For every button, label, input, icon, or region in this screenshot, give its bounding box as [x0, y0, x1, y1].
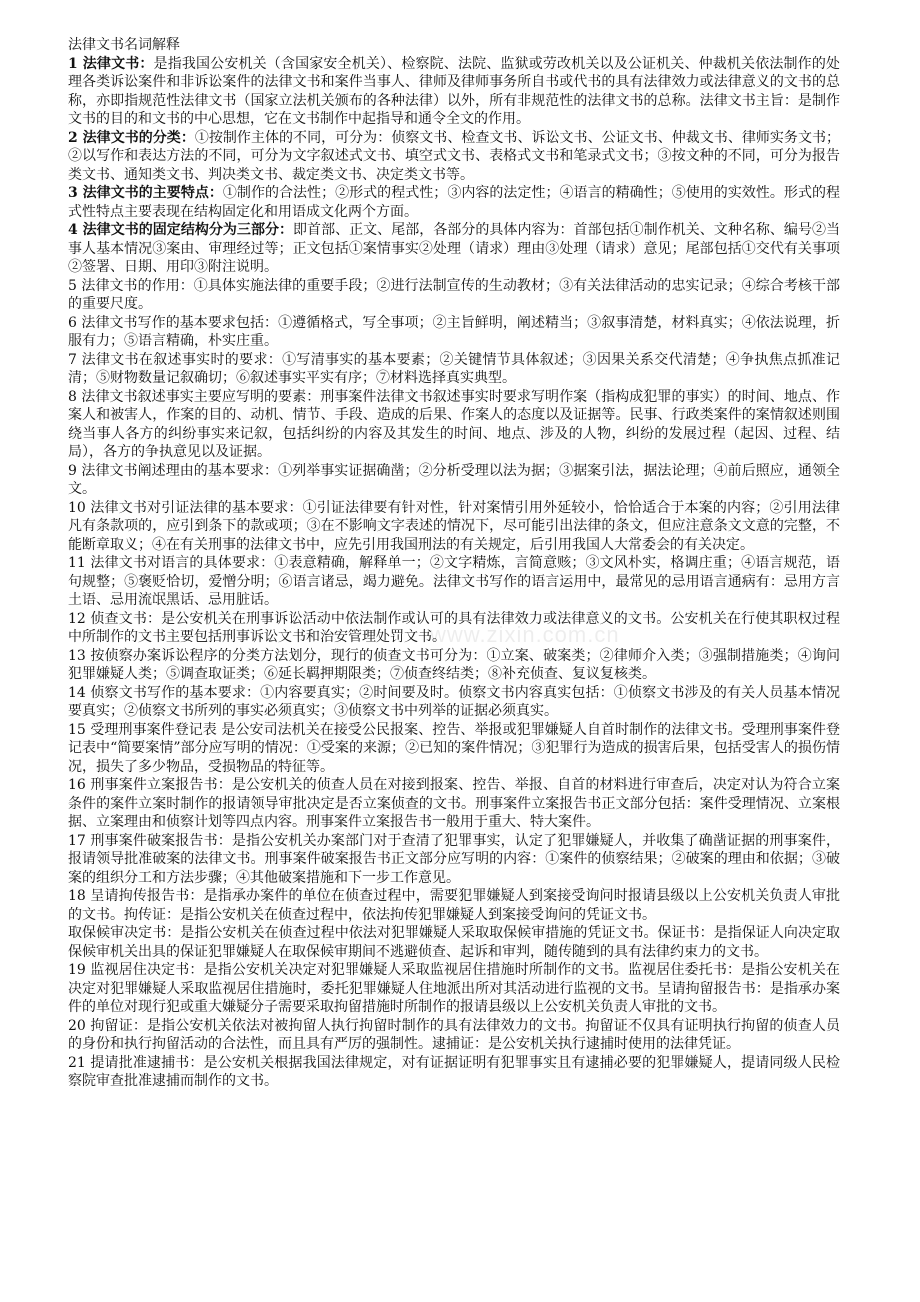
paragraph-text: 19 监视居住决定书：是指公安机关决定对犯罪嫌疑人采取监视居住措施时所制作的文书。监视居住委托书：是指公安机关在决定对犯罪嫌疑人采取监视居住措施时，委托犯罪嫌疑人住地派出所对其活动进行监视的文书。呈请拘留报告书：是指承办案件的单位对现行犯或重大嫌疑分子需要采取拘留措施时所制作的报请县级以上公安机关负责人审批的文书。	[68, 962, 840, 1015]
paragraph-text: 7 法律文书在叙述事实时的要求：①写清事实的基本要素；②关键情节具体叙述；③因果关系交代清楚；④争执焦点抓准记清；⑤财物数量记叙确切；⑥叙述事实平实有序；⑦材料选择真实典型。	[68, 351, 840, 386]
paragraph	[68, 351, 840, 388]
paragraph	[68, 887, 840, 924]
paragraph	[68, 129, 840, 185]
document-title: 法律文书名词解释	[68, 37, 180, 53]
paragraph-text: ①按制作主体的不同，可分为：侦察文书、检查文书、诉讼文书、公证文书、仲裁文书、律师实务文书；②以写作和表达方法的不同，可分为文字叙述式文书、填空式文书、表格式文书和笔录式文书；③按文种的不同，可分为报告类文书、通知类文书、判决类文书、裁定类文书、决定类文书等。	[68, 129, 841, 183]
paragraph	[68, 184, 840, 221]
paragraph-text: 11 法律文书对语言的具体要求：①表意精确，解释单一；②文字精炼，言简意赅；③文风朴实，格调庄重；④语言规范，语句规整；⑤褒贬恰切，爱憎分明；⑥语言诸忌，竭力避免。法律文书写作的语言运用中，最常见的忌用语言通病有：忌用方言土语、忌用流氓黑话、忌用脏话。	[68, 555, 840, 608]
paragraph	[68, 388, 840, 462]
paragraph-text: 取保候审决定书：是指公安机关在侦查过程中依法对犯罪嫌疑人采取取保候审措施的凭证文书。保证书：是指保证人向决定取保候审机关出具的保证犯罪嫌疑人在取保候审期间不逃避侦查、起诉和审判，随传随到的具有法律约束力的文书。	[68, 925, 840, 960]
paragraph-text: 14 侦察文书写作的基本要求：①内容要真实；②时间要及时。侦察文书内容真实包括：①侦察文书涉及的有关人员基本情况要真实；②侦察文书所列的事实必须真实；③侦察文书中列举的证据必须真实。	[68, 684, 840, 719]
paragraph	[68, 832, 840, 888]
paragraph-text: 20 拘留证：是指公安机关依法对被拘留人执行拘留时制作的具有法律效力的文书。拘留证不仅具有证明执行拘留的侦查人员的身份和执行拘留活动的合法性，而且具有严厉的强制性。逮捕证：是公安机关执行逮捕时使用的法律凭证。	[68, 1017, 840, 1052]
paragraph-text: 即首部、正文、尾部，各部分的具体内容为：首部包括①制作机关、文种名称、编号②当事人基本情况③案由、审理经过等；正文包括①案情事实②处理（请求）理由③处理（请求）意见；尾部包括①交代有关事项②签署、日期、用印③附注说明。	[68, 222, 840, 275]
paragraph-lead: 3 法律文书的主要特点：	[68, 185, 223, 201]
paragraph	[68, 1017, 840, 1054]
paragraph	[68, 314, 840, 351]
watermark: www.zixin.com.cn	[430, 622, 620, 647]
paragraph-text: 16 刑事案件立案报告书：是公安机关的侦查人员在对接到报案、控告、举报、自首的材料进行审查后，决定对认为符合立案条件的案件立案时制作的报请领导审批决定是否立案侦查的文书。刑事案件立案报告书正文部分包括：案件受理情况、立案根据、立案理由和侦察计划等四点内容。刑事案件立案报告书一般用于重大、特大案件。	[68, 777, 840, 830]
paragraph	[68, 277, 840, 314]
paragraph	[68, 554, 840, 610]
paragraph-lead: 4 法律文书的固定结构分为三部分：	[68, 222, 294, 238]
paragraph	[68, 684, 840, 721]
paragraph-text: 8 法律文书叙述事实主要应写明的要素：刑事案件法律文书叙述事实时要求写明作案（指构成犯罪的事实）的时间、地点、作案人和被害人，作案的目的、动机、情节、手段、造成的后果、作案人的态度以及证据等。民事、行政类案件的案情叙述则围绕当事人各方的纠纷事实来记叙，包括纠纷的内容及其发生的时间、地点、涉及的人物，纠纷的发展过程（起因、过程、结局），各方的争执意见以及证据。	[68, 388, 840, 460]
paragraph-lead: 1 法律文书：	[68, 55, 154, 72]
paragraph-text: 15 受理刑事案件登记表 是公安司法机关在接受公民报案、控告、举报或犯罪嫌疑人自首时制作的法律文书。受理刑事案件登记表中“简要案情”部分应写明的情况：①受案的来源；②已知的案件情况；③犯罪行为造成的损害后果，包括受害人的损伤情况，损失了多少物品，受损物品的特征等。	[68, 721, 840, 775]
paragraph-text: 5 法律文书的作用：①具体实施法律的重要手段；②进行法制宣传的生动教材；③有关法律活动的忠实记录；④综合考核干部的重要尺度。	[68, 277, 840, 312]
paragraph	[68, 647, 840, 684]
paragraph	[68, 924, 840, 961]
paragraph	[68, 776, 840, 832]
paragraph-text: 12 侦查文书：是公安机关在刑事诉讼活动中依法制作或认可的具有法律效力或法律意义的文书。公安机关在行使其职权过程中所制作的文书主要包括刑事诉讼文书和治安管理处罚文书。	[68, 610, 840, 645]
paragraph	[68, 610, 840, 647]
paragraph-text: 17 刑事案件破案报告书：是指公安机关办案部门对于查清了犯罪事实，认定了犯罪嫌疑人，并收集了确凿证据的刑事案件，报请领导批准破案的法律文书。刑事案件破案报告书正文部分应写明的内容：①案件的侦察结果；②破案的理由和依据；③破案的组织分工和方法步骤；④其他破案措施和下一步工作意见。	[68, 832, 840, 886]
paragraph-lead: 2 法律文书的分类：	[68, 129, 195, 146]
paragraph-text: 是指我国公安机关（含国家安全机关）、检察院、法院、监狱或劳改机关以及公证机关、仲裁机关依法制作的处理各类诉讼案件和非诉讼案件的法律文书和案件当事人、律师及律师事务所自书或代书的具有法律效力或法律意义的文书的总称，亦即指规范性法律文书（国家立法机关颁布的各种法律）以外，所有非规范性的法律文书的总称。法律文书主旨：是制作文书的目的和文书的中心思想，它在文书制作中起指导和通令全文的作用。	[68, 55, 840, 127]
paragraph	[68, 55, 840, 129]
paragraph-text: 6 法律文书写作的基本要求包括：①遵循格式，写全事项；②主旨鲜明，阐述精当；③叙事清楚，材料真实；④依法说理，折服有力；⑤语言精确，朴实庄重。	[68, 314, 840, 349]
paragraph-text: 13 按侦察办案诉讼程序的分类方法划分，现行的侦查文书可分为：①立案、破案类；②律师介入类；③强制措施类；④询问犯罪嫌疑人类；⑤调查取证类；⑥延长羁押期限类；⑦侦查终结类；⑧补充侦查、复议复核类。	[68, 647, 840, 682]
paragraph-text: 21 提请批准逮捕书：是公安机关根据我国法律规定，对有证据证明有犯罪事实且有逮捕必要的犯罪嫌疑人，提请同级人民检察院审查批准逮捕而制作的文书。	[68, 1054, 840, 1089]
paragraph-text: 9 法律文书阐述理由的基本要求：①列举事实证据确凿；②分析受理以法为据；③据案引法，据法论理；④前后照应，通领全文。	[68, 462, 840, 497]
paragraph-list	[68, 55, 840, 1091]
paragraph	[68, 499, 840, 555]
paragraph	[68, 1054, 840, 1091]
paragraph-text: 10 法律文书对引证法律的基本要求：①引证法律要有针对性，针对案情引用外延较小，恰恰适合于本案的内容；②引用法律凡有条款项的，应引到条下的款或项；③在不影响文字表述的情况下，尽可能引出法律的条文，但应注意条文文意的完整，不能断章取义；④在有关刑事的法律文书中，应先引用我国刑法的有关规定，后引用我国人大常委会的有关决定。	[68, 499, 840, 553]
paragraph	[68, 721, 840, 777]
paragraph-text: ①制作的合法性；②形式的程式性；③内容的法定性；④语言的精确性；⑤使用的实效性。形式的程式性特点主要表现在结构固定化和用语成文化两个方面。	[68, 185, 840, 220]
paragraph	[68, 462, 840, 499]
paragraph	[68, 961, 840, 1017]
document-body	[68, 36, 840, 1091]
paragraph	[68, 221, 840, 277]
paragraph-text: 18 呈请拘传报告书：是指承办案件的单位在侦查过程中，需要犯罪嫌疑人到案接受询问时报请县级以上公安机关负责人审批的文书。拘传证：是指公安机关在侦查过程中，依法拘传犯罪嫌疑人到案接受询问的凭证文书。	[68, 888, 840, 923]
